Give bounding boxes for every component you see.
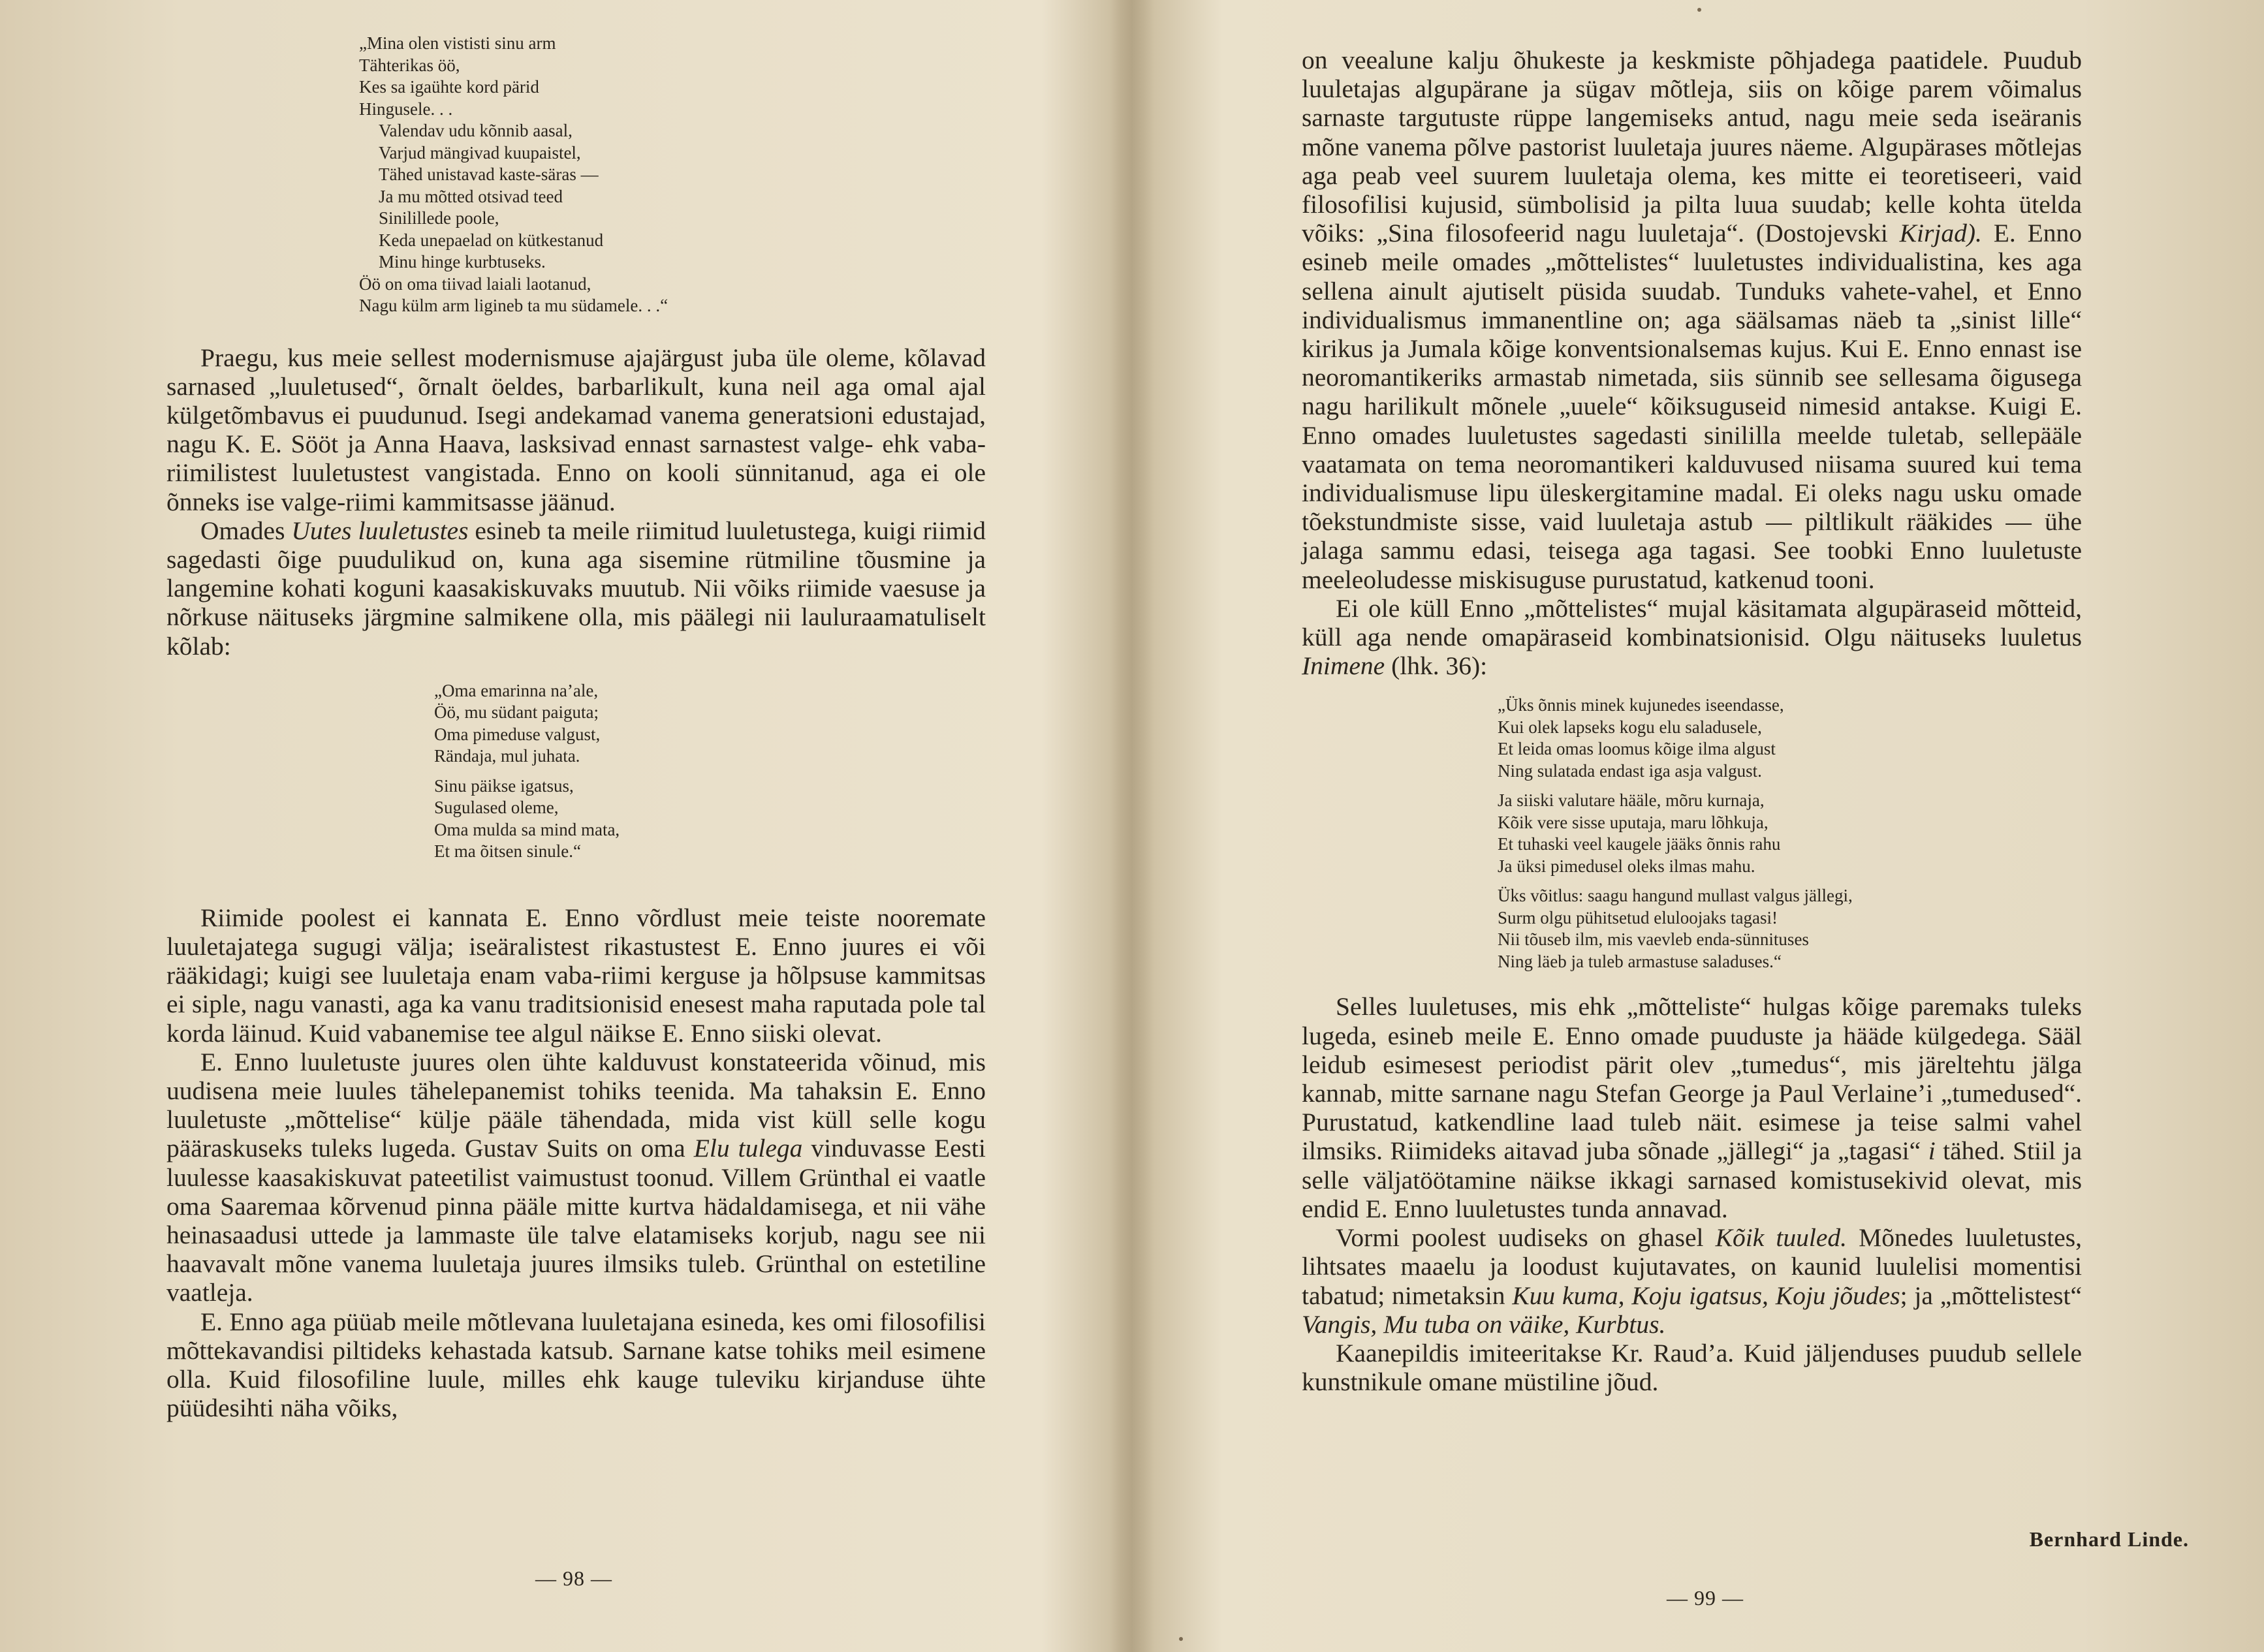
poem-line: Kõik vere sisse uputaja, maru lõhkuja,: [1498, 812, 1769, 832]
text-run: esineb ta meile riimitud luuletustega, kuigi riimid sagedasti õige puudulikud on, kuna aga sisemine rütmiline tõusmine ja langemine kohati koguni kaasakiskuvaks muutub. Nii võiks riimide vaesuse ja nõrkuse näituseks järgmine salmikene olla, mis päälegi nii lauluraamatuliselt kõlab:: [166, 516, 986, 661]
text-run: E. Enno esineb meile omades „mõttelistes“ luuletustes individualistina, kes aga sellena ainult ajutiselt püsida suudab. Tunduks vahete-vahel, et Enno individualismus immanentline on; aga säälsamas näeb ta „sinist lille“ kirikus ja Jumala kõige konventsionalsemas kujus. Kui E. Enno ennast ise neoromantikeriks armastab nimetada, siis sünnib see sellesama õigusega nagu harilikult mõnele „uuele“ kõiksuguseid nimesid antakse. Kuigi E. Enno omades luuletustes sagedasti sinililla meelde tuletab, sellepääle vaatamata on tema neoromantikeri kalduvused niisama suured kui tema individualismuse lipu üleskergitamine madal. Ei oleks nagu usku omade tõekstundmiste sisse, vaid luuletaja astub — piltlikult rääkides — ühe jalaga sammu edasi, teisega aga tagasi. See toobki Enno luuletuste meeleoludesse miskisuguse purustatud, katkenud tooni.: [1302, 219, 2082, 594]
book-title: Inimene: [1302, 651, 1385, 681]
right-page: [1132, 0, 2264, 1652]
stanza-gap: [1498, 877, 2082, 885]
book-title: Elu tulega: [693, 1134, 803, 1163]
text-run: tähed. Stiil ja selle väljatöötamine näikse ikkagi sarnased komistusekivid olevat, mis endid E. Enno luuletustes tunda annavad.: [1302, 1136, 2082, 1223]
author-signature: Bernhard Linde.: [2029, 1527, 2189, 1551]
poem-line: Ja mu mõtted otsivad teed: [379, 186, 563, 206]
poem-line: Ning läeb ja tuleb armastuse saladuses.“: [1498, 951, 1782, 971]
poem-line: Rändaja, mul juhata.: [434, 746, 580, 766]
right-prose-1: [1302, 46, 2082, 680]
poem-line: Minu hinge kurbtuseks.: [379, 252, 546, 272]
paragraph: [1302, 1223, 2082, 1339]
paragraph: [1302, 992, 2082, 1223]
text-run: (lhk. 36):: [1385, 651, 1488, 681]
poem-line: Keda unepaelad on kütkestanud: [379, 230, 604, 250]
right-page-column: [1302, 46, 2082, 1396]
paragraph: [1302, 46, 2082, 594]
paragraph: [1302, 594, 2082, 681]
text-run: E. Enno luuletuste juures olen ühte kalduvust konstateerida võinud, mis uudisena meie luules tähelepanemist tohiks teenida. Ma tahaksin E. Enno luuletuste „mõttelise“ külje pääle tähendada, mida vist küll selle kogu pääraskuseks tuleks lugeda. Gustav Suits on oma: [166, 1047, 986, 1163]
text-run: Omades: [200, 516, 292, 545]
poem-line: Sinilillede poole,: [379, 208, 499, 228]
text-run: Vormi poolest uudiseks on ghasel: [1336, 1223, 1716, 1253]
left-prose-2: [166, 903, 986, 1423]
poem-line: „Üks õnnis minek kujunedes iseendasse,: [1498, 695, 1784, 715]
poem-line: Kes sa igaühte kord pärid: [359, 77, 539, 97]
poem-line: Et leida omas loomus kõige ilma algust: [1498, 739, 1776, 759]
paragraph: Kaanepildis imiteeritakse Kr. Raud’a. Kuid jäljenduses puudub sellele kunstnikule omane müstiline jõud.: [1302, 1338, 2082, 1397]
book-title: Kõik tuuled.: [1715, 1223, 1847, 1253]
poem-line: Tähed unistavad kaste-säras —: [379, 164, 599, 184]
page-number: — 99 —: [1667, 1586, 1744, 1610]
poem-line: Et ma õitsen sinule.“: [434, 841, 581, 862]
poem-line: Ning sulatada endast iga asja valgust.: [1498, 760, 1762, 781]
text-run: ; ja „mõttelistest“: [1900, 1281, 2082, 1310]
book-title: Kuu kuma, Koju igatsus, Koju jõudes: [1512, 1281, 1900, 1310]
poem-line: Oma mulda sa mind mata,: [434, 819, 620, 839]
book-title: Vangis, Mu tuba on väike, Kurbtus.: [1302, 1309, 1666, 1339]
poem-line: „Mina olen vististi sinu arm: [359, 33, 556, 53]
poem-line: Hingusele. . .: [359, 99, 453, 119]
poem-line: Ja siiski valutare hääle, mõru kurnaja,: [1498, 790, 1765, 811]
paragraph: Praegu, kus meie sellest modernismuse ajajärgust juba üle oleme, kõlavad sarnased „luuletused“, õrnalt öeldes, barbarlikult, kuna neil aga omal ajal külgetõmbavus ei puudunud. Isegi andekamad vanema generatsioni edustajad, nagu K. E. Sööt ja Anna Haava, lasksivad ennast sarnastest valge- ehk vaba-riimilistest luuletustest vangistada. Enno on kooli sünnitanud, aga ei ole õnneks ise valge-riimi kammitsasse jäänud.: [166, 343, 986, 516]
poem-line: Ja üksi pimedusel oleks ilmas mahu.: [1498, 856, 1755, 876]
paragraph: [166, 516, 986, 661]
text-run: Mõnedes luuletustes, lihtsates maaelu ja loodust kujutavates, on kaunid luulelisi momentisi tabatud; nimetaksin: [1302, 1223, 2082, 1310]
paragraph: [166, 1048, 986, 1307]
poem-line: „Oma emarinna na’ale,: [434, 680, 599, 700]
poem-line: Üks võitlus: saagu hangund mullast valgus jällegi,: [1498, 886, 1853, 906]
text-run: vinduvasse Eesti luulesse kaasakiskuvat pateetilist vaimustust toonud. Villem Grünthal ei vaatle oma Saaremaa kõrvenud pinna pääle mitte kurtva hädaldamisega, et nii vähe heinasaadusi uttede ja lammaste üle talve elatamiseks korjub, nagu see nii haavavalt mõne vanema luuletaja juures ilmsiks tuleb. Grünthal on estetiline vaatleja.: [166, 1134, 986, 1307]
paragraph: E. Enno aga püüab meile mõtlevana luuletajana esineda, kes omi filosofilisi mõttekavandisi piltideks kehastada katsub. Sarnane katse tohiks meil esimene olla. Kuid filosofiline luule, milles ehk kauge tuleviku kirjanduse ühte püüdesihti näha võiks,: [166, 1307, 986, 1423]
poem-line: Tähterikas öö,: [359, 55, 460, 75]
poem-line: Oma pimeduse valgust,: [434, 724, 601, 744]
poem-line: Sinu päikse igatsus,: [434, 775, 574, 796]
poem-line: Varjud mängivad kuupaistel,: [379, 142, 581, 163]
paper-speck: [1179, 1637, 1183, 1641]
book-title: Kirjad).: [1899, 219, 1982, 248]
poem-line: Et tuhaski veel kaugele jääks õnnis rahu: [1498, 834, 1781, 854]
book-title: Uutes luuletustes: [291, 516, 469, 545]
poem-line: Öö, mu südant paiguta;: [434, 702, 599, 723]
poem-line: Öö on oma tiivad laiali laotanud,: [359, 273, 591, 294]
letter-i: i: [1928, 1136, 1936, 1166]
poem-line: Kui olek lapseks kogu elu saladusele,: [1498, 717, 1762, 737]
poem-line: Surm olgu pühitsetud eluloojaks tagasi!: [1498, 907, 1778, 927]
poem-line: Valendav udu kõnnib aasal,: [379, 121, 573, 140]
left-poem-2: [434, 680, 986, 863]
page-number: — 98 —: [535, 1566, 612, 1590]
text-run: Selles luuletuses, mis ehk „mõtteliste“ hulgas kõige paremaks tuleks lugeda, esineb meile E. Enno omade puuduste ja hääde külgedega. Sääl leidub esimesest periodist pärit olev „tumedus“, mis järeltehtu jälga kannab, mitte sarnane nagu Stefan George ja Paul Verlaine’i „tumedused“. Purustatud, katkendline laad tuleb näit. esimese ja teise salmi vahel ilmsiks. Riimideks aitavad juba sõnade „jällegi“ ja „tagasi“: [1302, 992, 2082, 1166]
stanza-gap: [1498, 782, 2082, 790]
paragraph: Riimide poolest ei kannata E. Enno võrdlust meie teiste nooremate luuletajatega sugugi välja; iseäralistest rikastustest E. Enno juures ei või rääkidagi; kuigi see luuletaja enam vaba-riimi kerguse ja hõlpsuse kammitsas ei siple, nagu vanasti, aga ka vanu traditsionisid enesest maha raputada pole tal korda läinud. Kuid vabanemise tee algul näikse E. Enno siiski olevat.: [166, 903, 986, 1048]
left-page-column: [166, 33, 986, 1422]
left-poem-1: [359, 33, 986, 317]
text-run: Ei ole küll Enno „mõttelistes“ mujal käsitamata algupäraseid mõtteid, küll aga nende omapäraseid kombinatsionisid. Olgu näituseks luuletus: [1302, 593, 2082, 652]
right-poem: [1498, 694, 2082, 973]
text-run: on veealune kalju õhukeste ja keskmiste põhjadega paatidele. Puudub luuletajas algupärane ja sügav mõtleja, siis on kõige parem võimalus sarnaste targutuste rüppe langemiseks antud, nagu meie seda iseäranis mõne vanema põlve pastorist luuletaja juures näeme. Algupärases mõtlejas aga peab veel suurem luuletaja olema, kes mitte ei teoretiseeri, vaid filosofilisi kujusid, sümbolisid ja pilta luua suudab; kelle kohta ütelda võiks: „Sina filosofeerid nagu luuletaja“. (Dostojevski: [1302, 46, 2082, 248]
poem-line: Nii tõuseb ilm, mis vaevleb enda-sünnituses: [1498, 929, 1809, 950]
poem-line: Sugulased oleme,: [434, 798, 559, 818]
stanza-gap: [434, 768, 986, 775]
left-prose-1: [166, 343, 986, 661]
right-prose-2: [1302, 992, 2082, 1396]
poem-line: Nagu külm arm ligineb ta mu südamele. . .“: [359, 296, 668, 315]
